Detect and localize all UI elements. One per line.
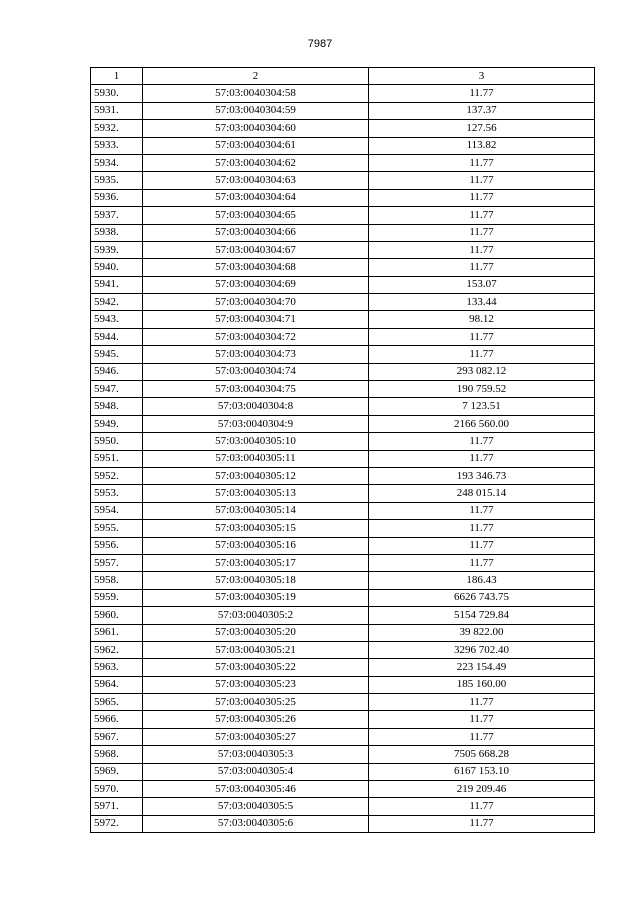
row-number: 5946.: [91, 363, 143, 380]
row-number: 5939.: [91, 241, 143, 258]
cadastral-number: 57:03:0040304:68: [143, 259, 369, 276]
value-cell: 11.77: [369, 328, 595, 345]
value-cell: 11.77: [369, 815, 595, 832]
cadastral-number: 57:03:0040305:3: [143, 746, 369, 763]
table-row: [91, 676, 595, 693]
row-number: 5936.: [91, 189, 143, 206]
row-number: 5957.: [91, 554, 143, 571]
value-cell: 11.77: [369, 85, 595, 102]
cadastral-number: 57:03:0040304:9: [143, 415, 369, 432]
value-cell: 11.77: [369, 172, 595, 189]
cadastral-number: 57:03:0040305:15: [143, 520, 369, 537]
cadastral-number: 57:03:0040305:26: [143, 711, 369, 728]
row-number: 5968.: [91, 746, 143, 763]
value-cell: 219 209.46: [369, 781, 595, 798]
cadastral-number: 57:03:0040305:20: [143, 624, 369, 641]
row-number: 5941.: [91, 276, 143, 293]
row-number: 5932.: [91, 120, 143, 137]
table-row: [91, 520, 595, 537]
cadastral-number: 57:03:0040305:19: [143, 589, 369, 606]
row-number: 5969.: [91, 763, 143, 780]
value-cell: 127.56: [369, 120, 595, 137]
value-cell: 39 822.00: [369, 624, 595, 641]
table-row: [91, 798, 595, 815]
value-cell: 153.07: [369, 276, 595, 293]
column-header-3: 3: [369, 68, 595, 85]
value-cell: 223 154.49: [369, 659, 595, 676]
table-row: [91, 728, 595, 745]
table-row: [91, 572, 595, 589]
cadastral-number: 57:03:0040304:8: [143, 398, 369, 415]
row-number: 5943.: [91, 311, 143, 328]
row-number: 5970.: [91, 781, 143, 798]
table-body: [91, 85, 595, 833]
value-cell: 11.77: [369, 554, 595, 571]
value-cell: 98.12: [369, 311, 595, 328]
column-header-1: 1: [91, 68, 143, 85]
row-number: 5964.: [91, 676, 143, 693]
cadastral-number: 57:03:0040305:25: [143, 694, 369, 711]
row-number: 5956.: [91, 537, 143, 554]
table-row: [91, 259, 595, 276]
column-header-2: 2: [143, 68, 369, 85]
row-number: 5967.: [91, 728, 143, 745]
row-number: 5955.: [91, 520, 143, 537]
value-cell: 11.77: [369, 502, 595, 519]
cadastral-number: 57:03:0040304:62: [143, 154, 369, 171]
table-row: [91, 346, 595, 363]
row-number: 5950.: [91, 433, 143, 450]
table-row: [91, 589, 595, 606]
cadastral-number: 57:03:0040304:69: [143, 276, 369, 293]
cadastral-number: 57:03:0040304:75: [143, 381, 369, 398]
table-row: [91, 224, 595, 241]
value-cell: 113.82: [369, 137, 595, 154]
row-number: 5958.: [91, 572, 143, 589]
value-cell: 11.77: [369, 711, 595, 728]
value-cell: 11.77: [369, 450, 595, 467]
value-cell: 3296 702.40: [369, 641, 595, 658]
row-number: 5951.: [91, 450, 143, 467]
row-number: 5948.: [91, 398, 143, 415]
cadastral-number: 57:03:0040304:67: [143, 241, 369, 258]
value-cell: 6167 153.10: [369, 763, 595, 780]
value-cell: 7 123.51: [369, 398, 595, 415]
cadastral-number: 57:03:0040304:58: [143, 85, 369, 102]
cadastral-number: 57:03:0040304:63: [143, 172, 369, 189]
cadastral-number: 57:03:0040305:12: [143, 467, 369, 484]
value-cell: 11.77: [369, 224, 595, 241]
table-row: [91, 450, 595, 467]
value-cell: 133.44: [369, 294, 595, 311]
value-cell: 11.77: [369, 433, 595, 450]
row-number: 5945.: [91, 346, 143, 363]
cadastral-number: 57:03:0040304:64: [143, 189, 369, 206]
cadastral-number: 57:03:0040304:72: [143, 328, 369, 345]
value-cell: 2166 560.00: [369, 415, 595, 432]
row-number: 5942.: [91, 294, 143, 311]
data-table: [90, 67, 595, 833]
table-row: [91, 328, 595, 345]
table-row: [91, 746, 595, 763]
table-row: [91, 137, 595, 154]
row-number: 5965.: [91, 694, 143, 711]
value-cell: 6626 743.75: [369, 589, 595, 606]
table-row: [91, 624, 595, 641]
table-row: [91, 207, 595, 224]
cadastral-number: 57:03:0040304:73: [143, 346, 369, 363]
cadastral-number: 57:03:0040304:60: [143, 120, 369, 137]
row-number: 5961.: [91, 624, 143, 641]
table-row: [91, 554, 595, 571]
row-number: 5940.: [91, 259, 143, 276]
cadastral-number: 57:03:0040305:17: [143, 554, 369, 571]
row-number: 5962.: [91, 641, 143, 658]
cadastral-number: 57:03:0040305:11: [143, 450, 369, 467]
table-row: [91, 311, 595, 328]
row-number: 5959.: [91, 589, 143, 606]
table-row: [91, 102, 595, 119]
cadastral-number: 57:03:0040305:2: [143, 607, 369, 624]
value-cell: 11.77: [369, 346, 595, 363]
table-row: [91, 241, 595, 258]
header-row: [91, 68, 595, 85]
table-row: [91, 815, 595, 832]
table-row: [91, 276, 595, 293]
table-row: [91, 711, 595, 728]
row-number: 5954.: [91, 502, 143, 519]
value-cell: 11.77: [369, 694, 595, 711]
table-row: [91, 398, 595, 415]
cadastral-number: 57:03:0040305:6: [143, 815, 369, 832]
table-row: [91, 381, 595, 398]
value-cell: 11.77: [369, 728, 595, 745]
cadastral-number: 57:03:0040305:13: [143, 485, 369, 502]
value-cell: 11.77: [369, 154, 595, 171]
row-number: 5963.: [91, 659, 143, 676]
value-cell: 11.77: [369, 241, 595, 258]
table-row: [91, 641, 595, 658]
value-cell: 193 346.73: [369, 467, 595, 484]
value-cell: 137.37: [369, 102, 595, 119]
table-row: [91, 189, 595, 206]
row-number: 5966.: [91, 711, 143, 728]
row-number: 5935.: [91, 172, 143, 189]
cadastral-number: 57:03:0040305:16: [143, 537, 369, 554]
table-row: [91, 485, 595, 502]
cadastral-number: 57:03:0040305:27: [143, 728, 369, 745]
row-number: 5944.: [91, 328, 143, 345]
value-cell: 190 759.52: [369, 381, 595, 398]
row-number: 5934.: [91, 154, 143, 171]
table-row: [91, 172, 595, 189]
row-number: 5960.: [91, 607, 143, 624]
row-number: 5931.: [91, 102, 143, 119]
value-cell: 11.77: [369, 207, 595, 224]
table-row: [91, 120, 595, 137]
cadastral-number: 57:03:0040304:70: [143, 294, 369, 311]
table-row: [91, 415, 595, 432]
value-cell: 293 082.12: [369, 363, 595, 380]
cadastral-number: 57:03:0040305:18: [143, 572, 369, 589]
cadastral-number: 57:03:0040304:71: [143, 311, 369, 328]
value-cell: 11.77: [369, 189, 595, 206]
cadastral-number: 57:03:0040305:10: [143, 433, 369, 450]
cadastral-number: 57:03:0040305:14: [143, 502, 369, 519]
value-cell: 185 160.00: [369, 676, 595, 693]
row-number: 5930.: [91, 85, 143, 102]
row-number: 5938.: [91, 224, 143, 241]
table-row: [91, 659, 595, 676]
row-number: 5947.: [91, 381, 143, 398]
cadastral-number: 57:03:0040305:5: [143, 798, 369, 815]
value-cell: 248 015.14: [369, 485, 595, 502]
table-row: [91, 781, 595, 798]
cadastral-number: 57:03:0040305:21: [143, 641, 369, 658]
value-cell: 11.77: [369, 259, 595, 276]
table-row: [91, 607, 595, 624]
cadastral-number: 57:03:0040304:61: [143, 137, 369, 154]
cadastral-number: 57:03:0040305:23: [143, 676, 369, 693]
value-cell: 11.77: [369, 537, 595, 554]
cadastral-number: 57:03:0040304:65: [143, 207, 369, 224]
value-cell: 5154 729.84: [369, 607, 595, 624]
cadastral-number: 57:03:0040304:66: [143, 224, 369, 241]
table-header: [91, 68, 595, 85]
table-row: [91, 363, 595, 380]
table-row: [91, 763, 595, 780]
table-row: [91, 502, 595, 519]
table-row: [91, 694, 595, 711]
cadastral-number: 57:03:0040305:4: [143, 763, 369, 780]
table-row: [91, 154, 595, 171]
row-number: 5933.: [91, 137, 143, 154]
row-number: 5972.: [91, 815, 143, 832]
row-number: 5971.: [91, 798, 143, 815]
value-cell: 7505 668.28: [369, 746, 595, 763]
cadastral-number: 57:03:0040305:46: [143, 781, 369, 798]
cadastral-number: 57:03:0040304:59: [143, 102, 369, 119]
row-number: 5953.: [91, 485, 143, 502]
row-number: 5952.: [91, 467, 143, 484]
page-number: 7987: [307, 38, 333, 50]
table-row: [91, 433, 595, 450]
cadastral-number: 57:03:0040304:74: [143, 363, 369, 380]
cadastral-number: 57:03:0040305:22: [143, 659, 369, 676]
value-cell: 186.43: [369, 572, 595, 589]
value-cell: 11.77: [369, 520, 595, 537]
value-cell: 11.77: [369, 798, 595, 815]
row-number: 5937.: [91, 207, 143, 224]
table-row: [91, 294, 595, 311]
table-row: [91, 85, 595, 102]
table-row: [91, 467, 595, 484]
row-number: 5949.: [91, 415, 143, 432]
table-row: [91, 537, 595, 554]
